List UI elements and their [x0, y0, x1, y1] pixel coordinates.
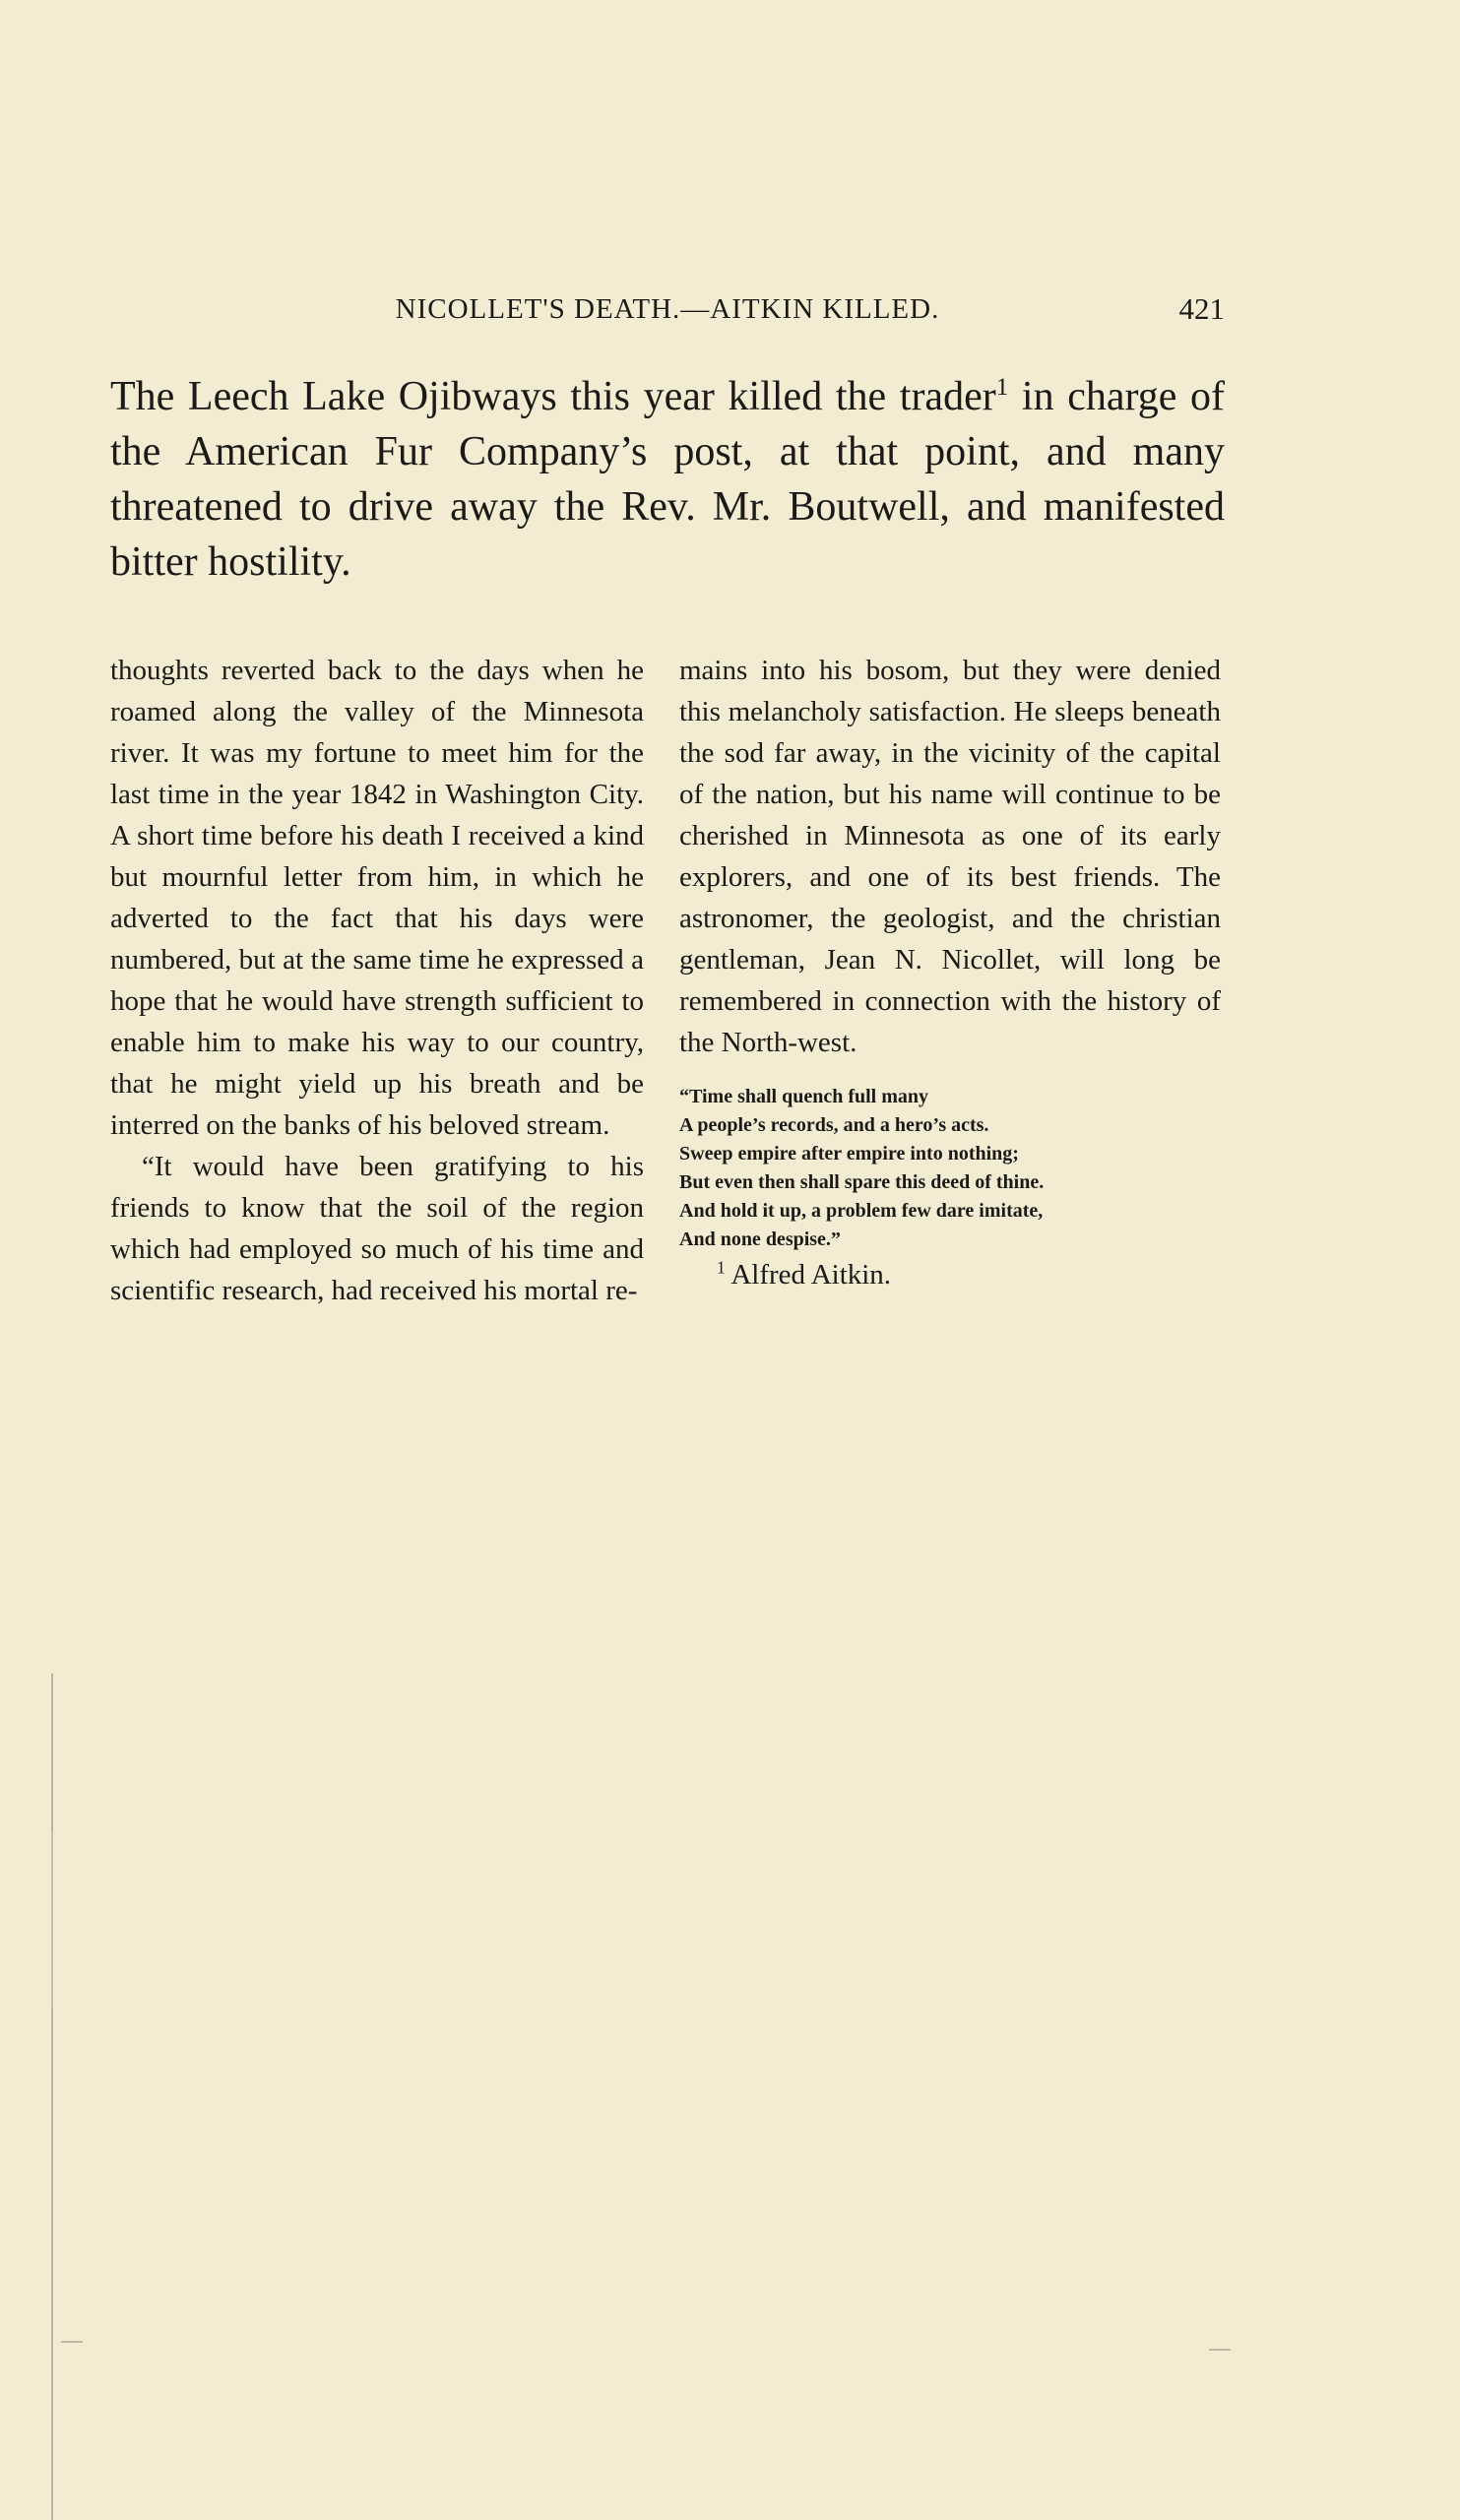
- poem-line: Sweep empire after empire into nothing;: [679, 1143, 1019, 1165]
- footnote: [679, 1254, 1221, 1295]
- poem-line: But even then shall spare this deed of thine.: [679, 1171, 1045, 1193]
- left-paragraph-1: thoughts reverted back to the days when he roamed along the valley of the Minnesota river. It was my fortune to meet him for the last time in the year 1842 in Washington City. A short time before his death I received a kind but mournful letter from him, in which he adverted to the fact that his days were numbered, but at the same time he expressed a hope that he would have strength sufficient to enable him to make his way to our country, that he might yield up his breath and be interred on the banks of his beloved stream.: [110, 655, 644, 1141]
- footnote-marker: 1: [717, 1257, 726, 1278]
- binding-mark: [51, 1673, 65, 2520]
- scan-mark-right: [1209, 2349, 1231, 2351]
- scan-mark-left: [61, 2341, 83, 2343]
- poem-line: “Time shall quench full many: [679, 1086, 929, 1107]
- poem-line: And none despise.”: [679, 1228, 841, 1250]
- running-head: NICOLLET'S DEATH.—AITKIN KILLED.: [395, 293, 940, 325]
- lead-paragraph: [110, 369, 1225, 590]
- right-paragraph-1: mains into his bosom, but they were denied this melancholy satisfaction. He sleeps beneath the sod far away, in the vicinity of the capital of the nation, but his name will continue to be cherished in Minnesota as one of its early explorers, and one of its best friends. The astronomer, the geologist, and the christian gentleman, Jean N. Nicollet, will long be remembered in connection with the history of the North-west.: [679, 655, 1221, 1058]
- left-column: [110, 650, 644, 1311]
- poem-line: And hold it up, a problem few dare imitate,: [679, 1200, 1044, 1222]
- poem-line: A people’s records, and a hero’s acts.: [679, 1114, 989, 1136]
- poem-quotation: [679, 1083, 1221, 1254]
- right-column: [679, 650, 1221, 1295]
- page-header: [110, 285, 1225, 335]
- lead-text-continued: in charge of the American Fur Company’s post, at that point, and many threatened to drive away the Rev. Mr. Boutwell, and manifested bitter hostility.: [110, 374, 1226, 585]
- footnote-reference: 1: [995, 374, 1009, 401]
- left-paragraph-2: “It would have been gratifying to his friends to know that the soil of the region which had employed so much of his time and scientific research, had received his mortal re-: [110, 1151, 644, 1306]
- lead-text: The Leech Lake Ojibways this year killed the trader: [110, 374, 996, 419]
- page-number: 421: [1178, 291, 1225, 326]
- footnote-text: Alfred Aitkin.: [725, 1259, 892, 1291]
